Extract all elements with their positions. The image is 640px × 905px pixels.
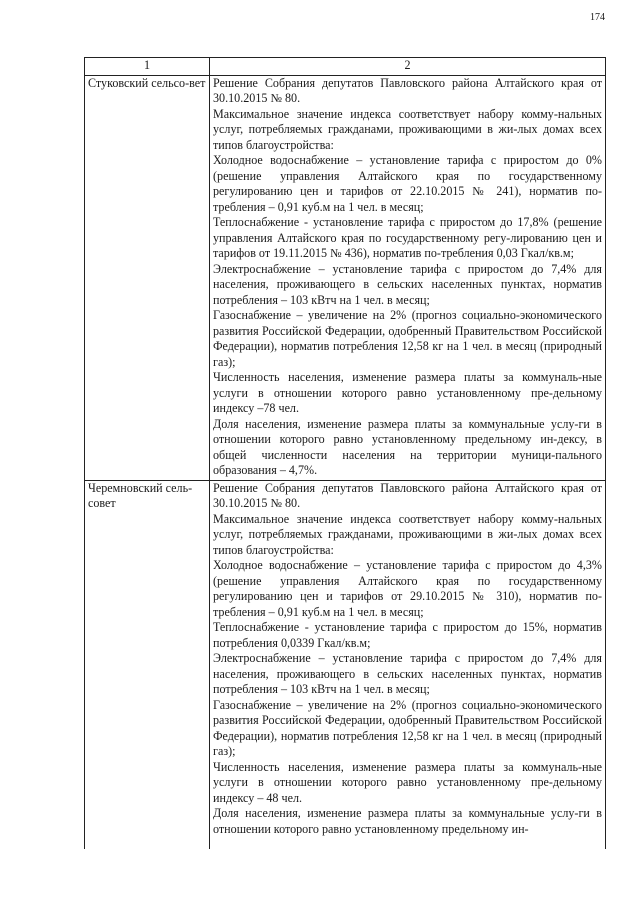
paragraph-heating: Теплоснабжение - установление тарифа с приростом до 15%, норматив потребления 0,0339 Гкал/кв.м; — [213, 620, 602, 650]
column-header-1: 1 — [85, 58, 210, 76]
paragraph-decision: Решение Собрания депутатов Павловского района Алтайского края от 30.10.2015 № 80. — [213, 75, 602, 105]
paragraph-gas: Газоснабжение – увеличение на 2% (прогноз социально-экономического развития Российской Федерации, одобренный Правительством Российской Федерации), норматив потребления 12,58 кг на 1 чел. в месяц (природный газ); — [213, 697, 602, 758]
table-row-cheremnovsky — [85, 480, 606, 849]
municipal-index-table — [84, 57, 606, 849]
header-row — [85, 58, 606, 76]
municipality-name: Черемновский сель-совет — [85, 480, 210, 849]
paragraph-electricity: Электроснабжение – установление тарифа с приростом до 7,4% для населения, проживающего в сельских населенных пунктах, норматив потребления – 103 кВтч на 1 чел. в месяц; — [213, 651, 602, 696]
paragraph-gas: Газоснабжение – увеличение на 2% (прогноз социально-экономического развития Российской Федерации, одобренный Правительством Российской Федерации), норматив потребления 12,58 кг на 1 чел. в месяц (природный газ); — [213, 308, 602, 369]
paragraph-max-index: Максимальное значение индекса соответствует набору комму-нальных услуг, потребляемых гражданами, проживающими в жи-лых домах всех типов благоустройства: — [213, 511, 602, 557]
paragraph-population-share: Доля населения, изменение размера платы за коммунальные услу-ги в отношении которого равно установленному предельному ин-дексу, в общей численности населения на территории муници-пального образования – 4,7%. — [213, 416, 602, 477]
paragraph-heating: Теплоснабжение - установление тарифа с приростом до 17,8% (решение управления Алтайского края по государственному регу-лированию цен и тарифов от 19.11.2015 № 436), норматив по-требления 0,03 Гкал/кв.м; — [213, 215, 602, 260]
table-row-stukovsky — [85, 75, 606, 480]
paragraph-cold-water: Холодное водоснабжение – установление тарифа с приростом до 4,3% (решение управления Алтайского края по государственному регулированию цен и тарифов от 29.10.2015 № 310), норматив по-требления – 0,91 куб.м на 1 чел. в месяц; — [213, 558, 602, 619]
municipality-description — [210, 75, 606, 480]
paragraph-electricity: Электроснабжение – установление тарифа с приростом до 7,4% для населения, проживающего в сельских населенных пунктах, норматив потребления – 103 кВтч на 1 чел. в месяц; — [213, 261, 602, 307]
municipality-description — [210, 480, 606, 849]
paragraph-population-share: Доля населения, изменение размера платы за коммунальные услу-ги в отношении которого равно установленному предельному ин- — [213, 806, 602, 836]
paragraph-population: Численность населения, изменение размера платы за коммуналь-ные услуги в отношении которого равно установленному пре-дельному индексу –78 чел. — [213, 370, 602, 415]
paragraph-max-index: Максимальное значение индекса соответствует набору комму-нальных услуг, потребляемых гражданами, проживающими в жи-лых домах всех типов благоустройства: — [213, 106, 602, 152]
paragraph-population: Численность населения, изменение размера платы за коммуналь-ные услуги в отношении которого равно установленному пре-дельному индексу – 48 чел. — [213, 759, 602, 805]
column-header-2: 2 — [210, 58, 606, 76]
paragraph-decision: Решение Собрания депутатов Павловского района Алтайского края от 30.10.2015 № 80. — [213, 480, 602, 510]
municipality-name: Стуковский сельсо-вет — [85, 75, 210, 480]
paragraph-cold-water: Холодное водоснабжение – установление тарифа с приростом до 0% (решение управления Алтайского края по государственному регулированию цен и тарифов от 22.10.2015 № 241), норматив по-требления – 0,91 куб.м на 1 чел. в месяц; — [213, 153, 602, 214]
page-number: 174 — [590, 12, 605, 23]
